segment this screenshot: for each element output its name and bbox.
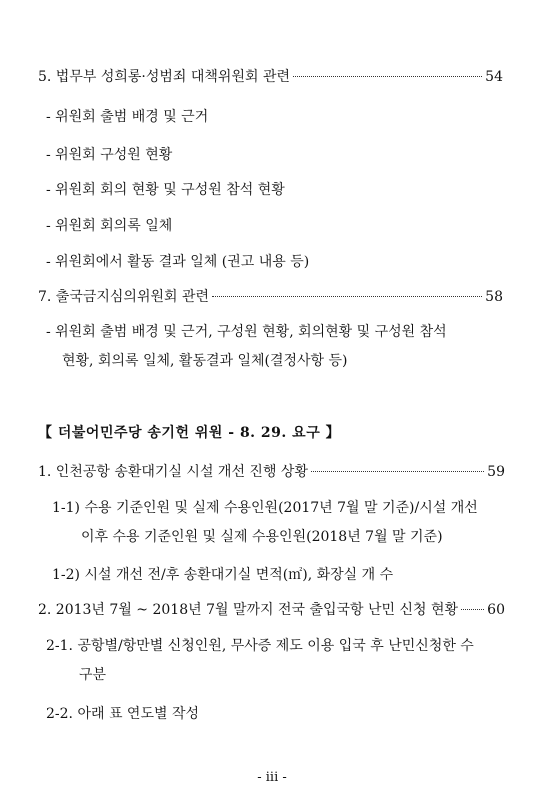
dot-leader (212, 295, 482, 297)
toc-subitem: - 위원회 회의 현황 및 구성원 참석 현황 (46, 182, 285, 198)
dot-leader (311, 470, 484, 472)
toc-entry-7 (38, 287, 503, 307)
dot-leader (461, 608, 484, 610)
toc-subitem: - 위원회에서 활동 결과 일체 (권고 내용 등) (46, 254, 310, 270)
toc-subitem: 2-1. 공항별/항만별 신청인원, 무사증 제도 이용 입국 후 난민신청한 수 (46, 638, 474, 654)
toc-subitem-continuation: 이후 수용 기준인원 및 실제 수용인원(2018년 7월 말 기준) (81, 529, 443, 545)
toc-page-number: 60 (487, 602, 505, 618)
toc-entry-q2 (38, 600, 505, 620)
toc-entry-title: 1. 인천공항 송환대기실 시설 개선 진행 상황 (38, 464, 308, 480)
toc-subitem: - 위원회 출범 배경 및 근거, 구성원 현황, 회의현황 및 구성원 참석 (46, 324, 447, 340)
toc-subitem-continuation: 구분 (79, 667, 107, 683)
dot-leader (293, 75, 482, 77)
toc-subitem: 1-1) 수용 기준인원 및 실제 수용인원(2017년 7월 말 기준)/시설 개선 (52, 500, 478, 516)
toc-page-number: 54 (485, 69, 503, 85)
toc-page-number: 59 (487, 464, 505, 480)
toc-entry-title: 2. 2013년 7월 ~ 2018년 7월 말까지 전국 출입국항 난민 신청 현황 (38, 602, 459, 618)
toc-subitem: 1-2) 시설 개선 전/후 송환대기실 면적(㎡), 화장실 개 수 (52, 567, 394, 583)
toc-entry-title: 5. 법무부 성희롱·성범죄 대책위원회 관련 (38, 69, 290, 85)
section-header: 【 더불어민주당 송기헌 위원 - 8. 29. 요구 】 (38, 425, 341, 441)
toc-subitem: - 위원회 출범 배경 및 근거 (46, 109, 209, 125)
toc-subitem: - 위원회 회의록 일체 (46, 218, 173, 234)
toc-entry-q1 (38, 462, 505, 482)
toc-entry-5 (38, 67, 503, 87)
toc-subitem-continuation: 현황, 회의록 일체, 활동결과 일체(결정사항 등) (62, 353, 348, 369)
toc-subitem: - 위원회 구성원 현황 (46, 147, 173, 163)
toc-subitem: 2-2. 아래 표 연도별 작성 (46, 706, 199, 722)
page-footer: - iii - (257, 770, 287, 785)
toc-page-number: 58 (485, 289, 503, 305)
toc-entry-title: 7. 출국금지심의위원회 관련 (38, 289, 210, 305)
